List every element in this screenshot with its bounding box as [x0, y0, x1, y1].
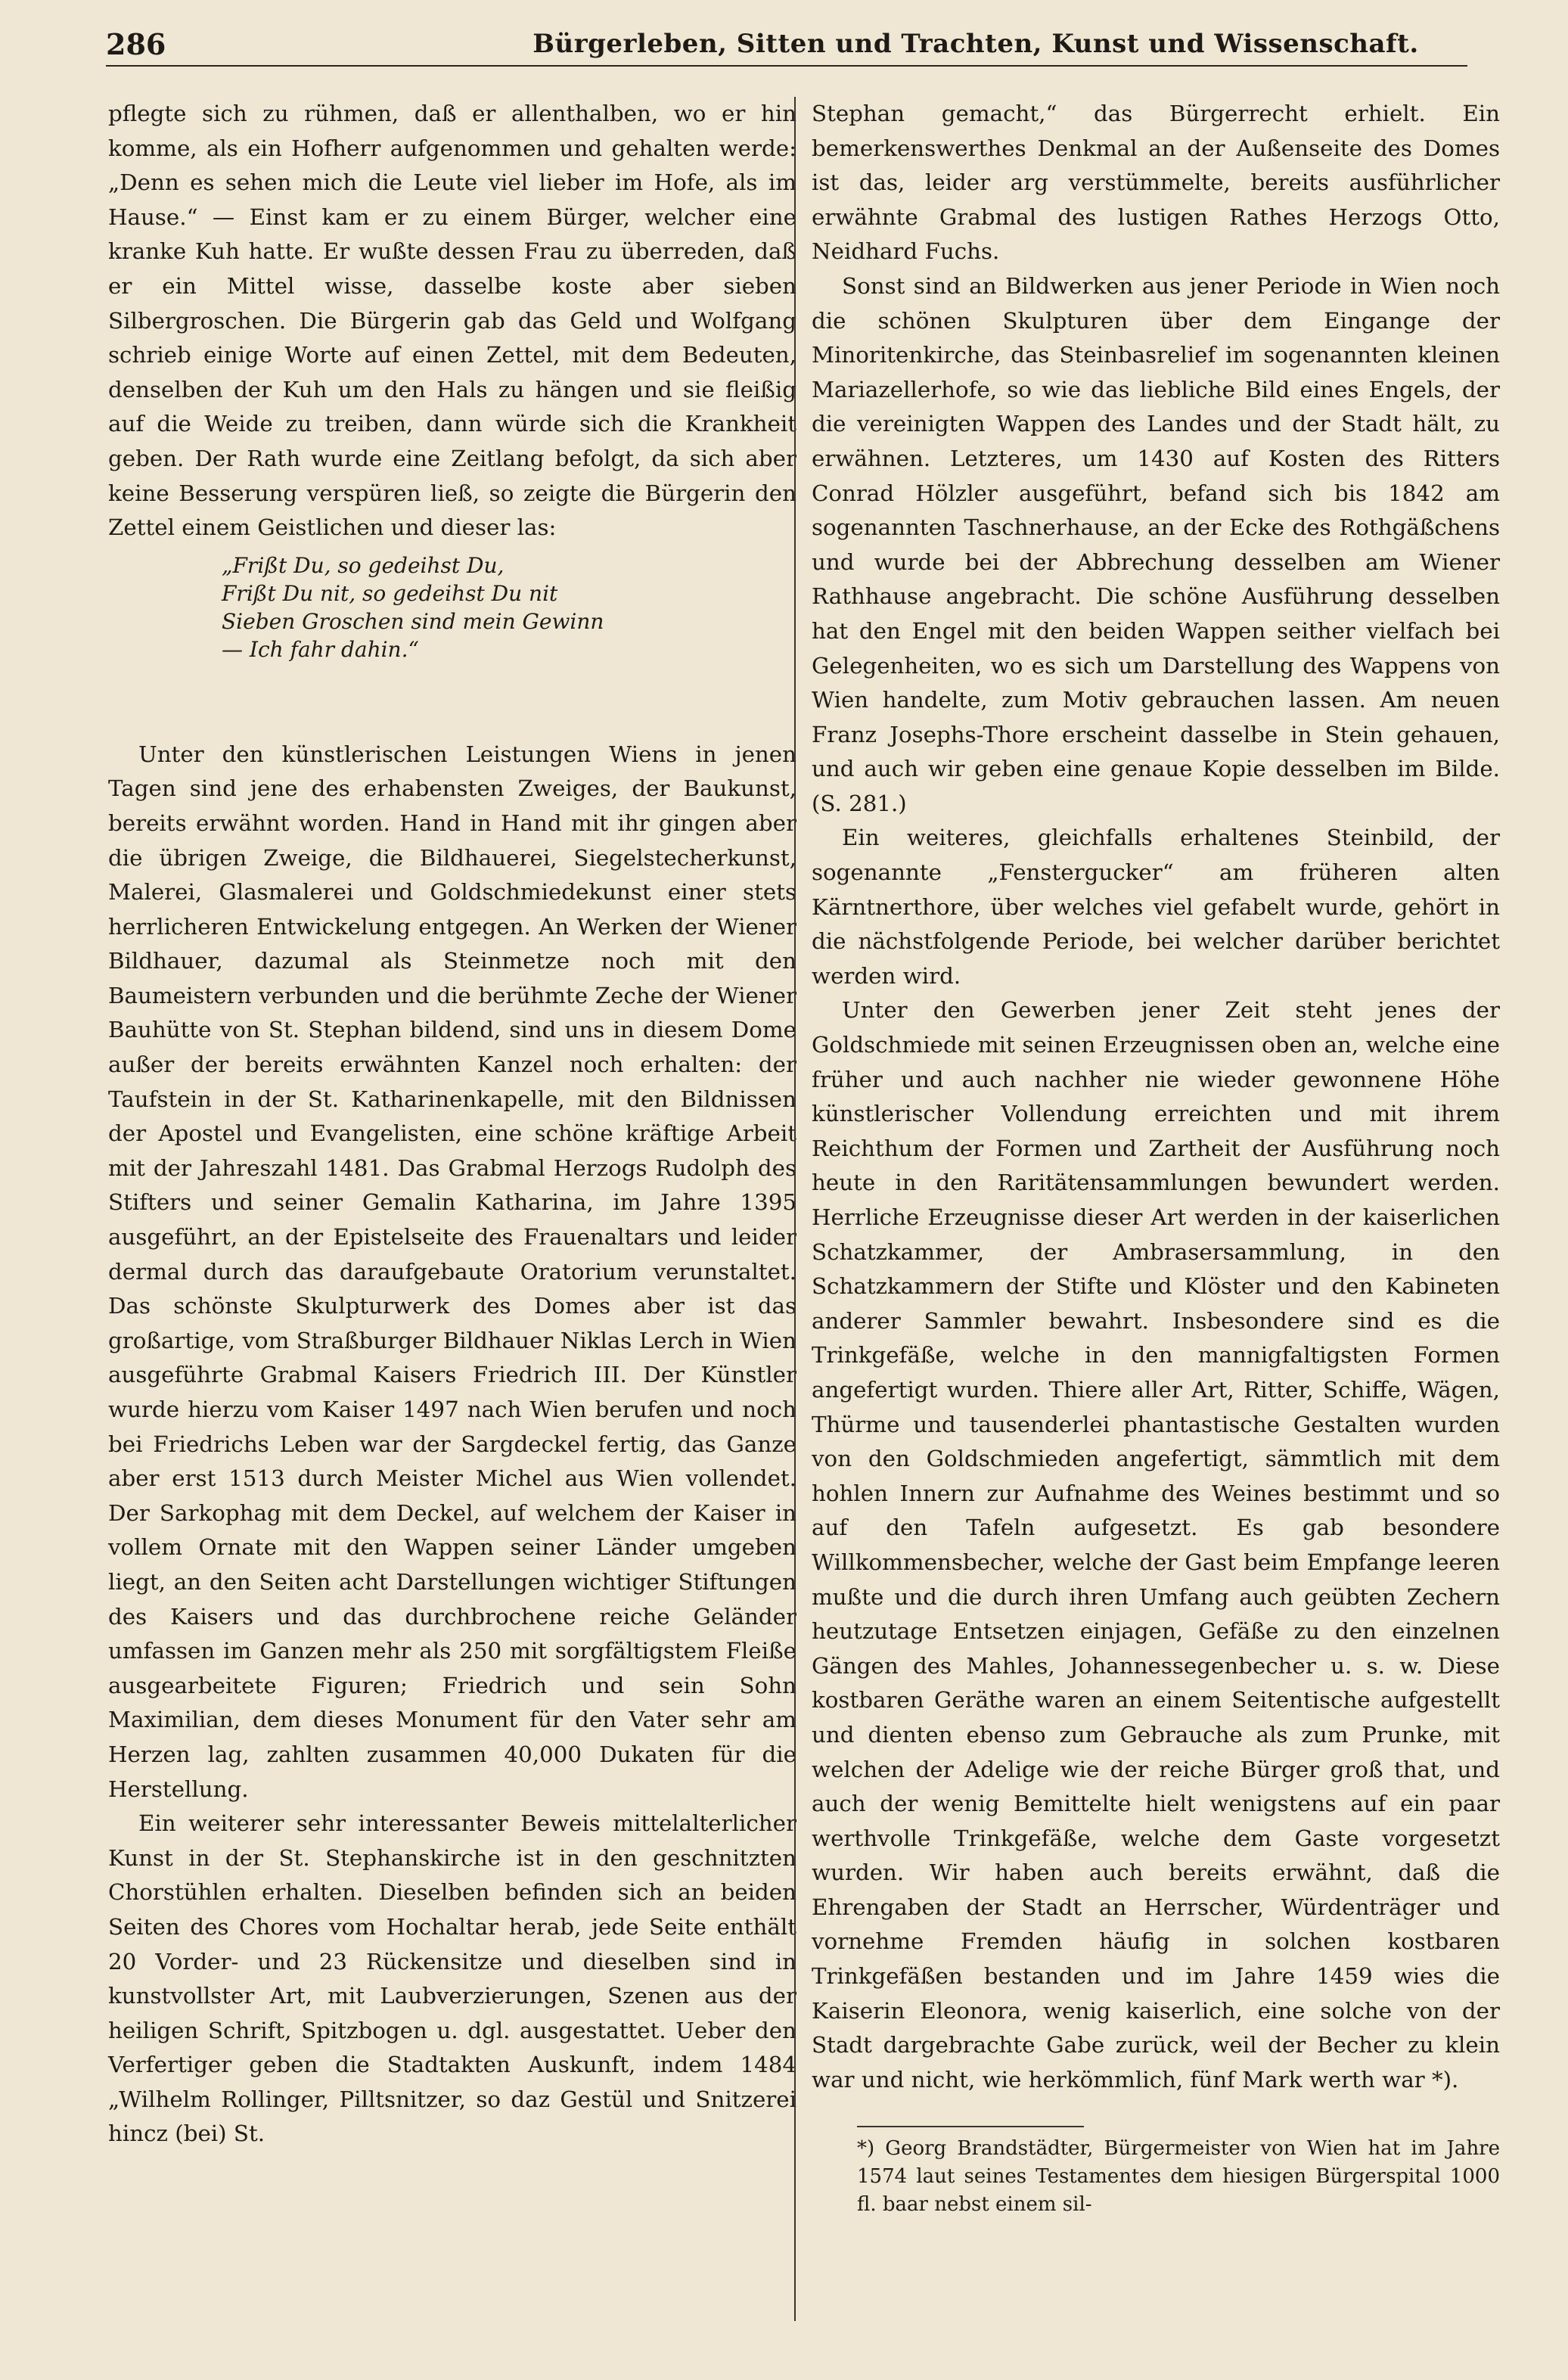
poem-line: Frißt Du nit, so gedeihst Du nit: [222, 580, 558, 606]
paragraph: Sonst sind an Bildwerken aus jener Periode in Wien noch die schönen Skulpturen über dem Eingange der Minoritenkirche, das Steinbasrelief im sogenannten kleinen Mariazellerhofe, so wie das liebliche Bild eines Engels, der die vereinigten Wappen des Landes und der Stadt hält, zu erwähnen. Letzteres, um 1430 auf Kosten des Ritters Conrad Hölzler ausgeführt, befand sich bis 1842 am sogenannten Taschnerhause, an der Ecke des Rothgäßchens und wurde bei der Abbrechung desselben am Wiener Rathhause angebracht. Die schöne Ausführung desselben hat den Engel mit den beiden Wappen seither vielfach bei Gelegenheiten, wo es sich um Darstellung des Wappens von Wien handelte, zum Motiv gebrauchen lassen. Am neuen Franz Josephs-Thore erscheint dasselbe in Stein gehauen, und auch wir geben eine genaue Kopie desselben im Bilde. (S. 281.): [812, 272, 1500, 816]
section-gap: [108, 670, 796, 738]
paragraph: Ein weiterer sehr interessanter Beweis mittelalterlicher Kunst in der St. Stephanskirche ist in den geschnitzten Chorstühlen erhalten. Dieselben befinden sich an beiden Seiten des Chores vom Hochaltar herab, jede Seite enthält 20 Vorder- und 23 Rückensitze und dieselben sind in kunstvollster Art, mit Laubverzierungen, Szenen aus der heiligen Schrift, Spitzbogen u. dgl. ausgestattet. Ueber den Verfertiger geben die Stadtakten Auskunft, indem 1484 „Wilhelm Rollinger, Pilltsnitzer, so daz Gestül und Snitzerei hincz (bei) St.: [108, 1810, 796, 2147]
paragraph: Stephan gemacht,“ das Bürgerrecht erhielt. Ein bemerkenswerthes Denkmal an der Außenseite des Domes ist das, leider arg verstümmelte, bereits ausführlicher erwähnte Grabmal des lustigen Rathes Herzogs Otto, Neidhard Fuchs.: [812, 101, 1500, 265]
page-header: [106, 21, 1467, 70]
paragraph: Ein weiteres, gleichfalls erhaltenes Steinbild, der sogenannte „Fenstergucker“ am früheren alten Kärntnerthore, über welches viel gefabelt wurde, gehört in die nächstfolgende Periode, bei welcher darüber berichtet werden wird.: [812, 825, 1500, 989]
poem-line: — Ich fahr dahin.“: [222, 636, 419, 662]
paragraph: Unter den Gewerben jener Zeit steht jenes der Goldschmiede mit seinen Erzeugnissen oben an, welche eine früher und auch nachher nie wieder gewonnene Höhe künstlerischer Vollendung erreichten und mit ihrem Reichthum der Formen und Zartheit der Ausführung noch heute in den Raritätensammlungen bewundert werden. Herrliche Erzeugnisse dieser Art werden in der kaiserlichen Schatzkammer, der Ambrasersammlung, in den Schatzkammern der Stifte und Klöster und den Kabineten anderer Sammler bewahrt. Insbesondere sind es die Trinkgefäße, welche in den mannigfaltigsten Formen angefertigt wurden. Thiere aller Art, Ritter, Schiffe, Wägen, Thürme und tausenderlei phantastische Gestalten wurden von den Goldschmieden angefertigt, sämmtlich mit dem hohlen Innern zur Aufnahme des Weines bestimmt und so auf den Tafeln aufgesetzt. Es gab besondere Willkommensbecher, welche der Gast beim Empfange leeren mußte und die durch ihren Umfang auch geübten Zechern heutzutage Entsetzen einjagen, Gefäße zu den einzelnen Gängen des Mahles, Johannessegenbecher u. s. w. Diese kostbaren Geräthe waren an einem Seitentische aufgestellt und dienten ebenso zum Gebrauche als zum Prunke, mit welchen der Adelige wie der reiche Bürger groß that, und auch der wenig Bemittelte hielt wenigstens auf ein paar werthvolle Trinkgefäße, welche dem Gaste vorgesetzt wurden. Wir haben auch bereits erwähnt, daß die Ehrengaben der Stadt an Herrscher, Würdenträger und vornehme Fremden häufig in solchen kostbaren Trinkgefäßen bestanden und im Jahre 1459 wies die Kaiserin Eleonora, wenig kaiserlich, eine solche von der Stadt dargebrachte Gabe zurück, weil der Becher zu klein war und nicht, wie herkömmlich, fünf Mark werth war *).: [812, 997, 1500, 2093]
footnote-rule: [857, 2126, 1084, 2127]
paragraph: pflegte sich zu rühmen, daß er allenthalben, wo er hin komme, als ein Hofherr aufgenommen und gehalten werde: „Denn es sehen mich die Leute viel lieber im Hofe, als im Hause.“ — Einst kam er zu einem Bürger, welcher eine kranke Kuh hatte. Er wußte dessen Frau zu überreden, daß er ein Mittel wisse, dasselbe koste aber sieben Silbergroschen. Die Bürgerin gab das Geld und Wolfgang schrieb einige Worte auf einen Zettel, mit dem Bedeuten, denselben der Kuh um den Hals zu hängen und sie fleißig auf die Weide zu treiben, dann würde sich die Krankheit geben. Der Rath wurde eine Zeitlang befolgt, da sich aber keine Besserung verspüren ließ, so zeigte die Bürgerin den Zettel einem Geistlichen und dieser las:: [108, 101, 796, 541]
left-column: [108, 97, 796, 2152]
poem-line: „Frißt Du, so gedeihst Du,: [222, 552, 505, 578]
poem-quote: [222, 552, 796, 663]
column-divider: [794, 97, 796, 2321]
poem-line: Sieben Groschen sind mein Gewinn: [222, 608, 604, 634]
running-head: Bürgerleben, Sitten und Trachten, Kunst und Wissenschaft.: [532, 29, 1419, 59]
paragraph: Unter den künstlerischen Leistungen Wiens in jenen Tagen sind jene des erhabensten Zweiges, der Baukunst, bereits erwähnt worden. Hand in Hand mit ihr gingen aber die übrigen Zweige, die Bildhauerei, Siegelstecherkunst, Malerei, Glasmalerei und Goldschmiedekunst einer stets herrlicheren Entwickelung entgegen. An Werken der Wiener Bildhauer, dazumal als Steinmetze noch mit den Baumeistern verbunden und die berühmte Zeche der Wiener Bauhütte von St. Stephan bildend, sind uns in diesem Dome außer der bereits erwähnten Kanzel noch erhalten: der Taufstein in der St. Katharinenkapelle, mit den Bildnissen der Apostel und Evangelisten, eine schöne kräftige Arbeit mit der Jahreszahl 1481. Das Grabmal Herzogs Rudolph des Stifters und seiner Gemalin Katharina, im Jahre 1395 ausgeführt, an der Epistelseite des Frauenaltars und leider dermal durch das daraufgebaute Oratorium verunstaltet. Das schönste Skulpturwerk des Domes aber ist das großartige, vom Straßburger Bildhauer Niklas Lerch in Wien ausgeführte Grabmal Kaisers Friedrich III. Der Künstler wurde hierzu vom Kaiser 1497 nach Wien berufen und noch bei Friedrichs Leben war der Sargdeckel fertig, das Ganze aber erst 1513 durch Meister Michel aus Wien vollendet. Der Sarkophag mit dem Deckel, auf welchem der Kaiser in vollem Ornate mit den Wappen seiner Länder umgeben liegt, an den Seiten acht Darstellungen wichtiger Stiftungen des Kaisers und das durchbrochene reiche Geländer umfassen im Ganzen mehr als 250 mit sorgfältigstem Fleiße ausgearbeitete Figuren; Friedrich und sein Sohn Maximilian, dem dieses Monument für den Vater sehr am Herzen lag, zahlten zusammen 40,000 Dukaten für die Herstellung.: [108, 741, 796, 1802]
right-column: [812, 97, 1500, 2219]
footnote: *) Georg Brandstädter, Bürgermeister von Wien hat im Jahre 1574 laut seines Testamentes dem hiesigen Bürgerspital 1000 fl. baar nebst einem sil-: [857, 2137, 1500, 2217]
header-rule: [106, 65, 1467, 67]
page-number: 286: [106, 27, 166, 61]
